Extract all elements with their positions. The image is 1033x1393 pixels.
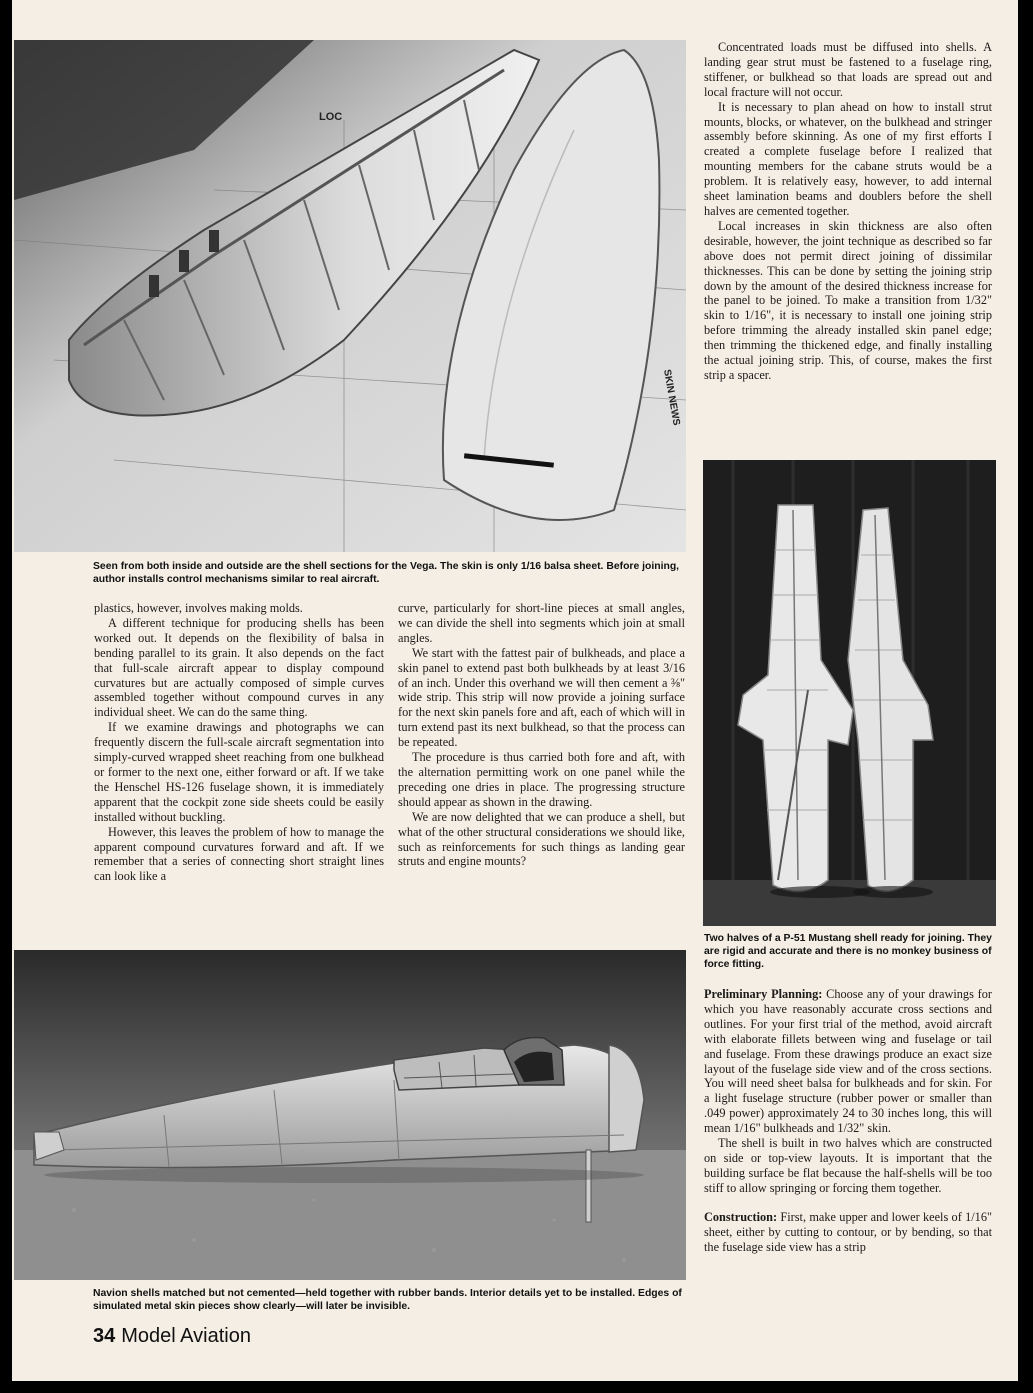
paragraph-text: Choose any of your drawings for which you have reasonably accurate cross sections and outlines. For your first trial of the method, avoid aircraft with elaborate fillets between wing and fuselage or tail and fuselage. From these drawings produce an exact size layout of the fuselage side view and of the cross sections. You will need sheet balsa for bulkheads and for skin. For a light fuselage structure (rubber power or smaller than .049 power) approximately 24 to 30 inches long, this will mean 1/16" bulkheads and 1/32" skin. [704, 987, 992, 1136]
paragraph: We start with the fattest pair of bulkheads, and place a skin panel to extend past both bulkheads by at least 3/16 of an inch. Under this overhand we will then cement a ⅜" wide strip. This strip will now provide a joining surface for the next skin panels fore and aft, each of which will in turn extend past its next bulkhead, so that the process can be repeated. [398, 645, 685, 750]
paragraph: curve, particularly for short-line pieces at small angles, we can divide the shell into segments which join at small angles. [398, 601, 685, 645]
section-heading-construction: Construction: [704, 1209, 778, 1224]
paragraph: Local increases in skin thickness are also often desirable, however, the joint technique as described so far above does not permit direct joining of dissimilar thicknesses. This can be done by setting the joining strip down by the amount of the desired thickness increase for the panel to be joined. To make a transition from 1/32" skin to 1/16", it is necessary to install one joining strip before trimming the already installed skin panel edge; then trimming the thickened edge, and finally installing the actual joining strip. This, of course, makes the first strip a spacer. [704, 218, 992, 382]
left-column-text [94, 601, 384, 884]
vega-caption: Seen from both inside and outside are the shell sections for the Vega. The skin is only 1/16 balsa sheet. Before joining, author installs control mechanisms similar to real aircraft. [93, 561, 680, 585]
paragraph-construction [704, 1210, 992, 1255]
mustang-caption: Two halves of a P-51 Mustang shell ready for joining. They are rigid and accurate and there is no monkey business of force fitting. [704, 933, 992, 970]
vega-shell-photo [14, 40, 686, 552]
paragraph: A different technique for producing shells has been worked out. It depends on the flexibility of balsa in bending parallel to its grain. It also depends on the fact that full-scale aircraft appear to display compound curvatures but are actually composed of simple curves assembled together without compound curves in any individual sheet. We can do the same thing. [94, 615, 384, 720]
paragraph: The shell is built in two halves which are constructed on side or top-view layouts. It is important that the building surface be flat because the half-shells will be too stiff to allow springing or forcing them together. [704, 1136, 992, 1195]
page-number: 34 [93, 1325, 116, 1347]
right-column-top-text [704, 40, 992, 383]
paragraph: If we examine drawings and photographs we can frequently discern the full-scale aircraft segmentation into simply-curved wrapped sheet reaching from one bulkhead or former to the next one, either forward or aft. If we take the Henschel HS-126 fuselage shown, it is immediately apparent that the cockpit zone side sheets could be easily installed without buckling. [94, 720, 384, 824]
paragraph: plastics, however, involves making molds. [94, 601, 303, 615]
mustang-shell-photo [703, 460, 996, 926]
plan-label-skin: SKIN NEWS [661, 368, 682, 427]
paragraph: The procedure is thus carried both fore and aft, with the alternation permitting work on one panel while the preceding one dries in place. The progressing structure should appear as shown in the drawing. [398, 750, 685, 809]
page-folio [93, 1325, 251, 1348]
navion-caption: Navion shells matched but not cemented—held together with rubber bands. Interior details yet to be installed. Edges of simulated metal skin pieces show clearly—will later be invisible. [93, 1288, 682, 1312]
plan-label-loc: LOC [319, 111, 343, 123]
paragraph: Concentrated loads must be diffused into shells. A landing gear strut must be fastened to a fuselage ring, stiffener, or bulkhead so that loads are spread out and local fracture will not occur. [704, 40, 992, 99]
navion-shell-photo [14, 950, 686, 1280]
right-column-bottom-text [704, 987, 992, 1254]
magazine-page [12, 0, 1018, 1381]
paragraph: It is necessary to plan ahead on how to install strut mounts, blocks, or whatever, on the bulkhead and stringer assembly before skinning. As one of my first efforts I created a complete fuselage before I realized that mounting members for the cabane struts would be a problem. It is relatively easy, however, to add internal sheet lamination beams and doublers before the shell halves are cemented together. [704, 99, 992, 218]
magazine-title: Model Aviation [121, 1325, 251, 1347]
section-heading-planning: Preliminary Planning: [704, 987, 823, 1001]
paragraph: We are now delighted that we can produce a shell, but what of the other structural considerations we should like, such as reinforcements for such things as landing gear struts and engine mounts? [398, 809, 685, 869]
paragraph: However, this leaves the problem of how to manage the apparent compound curvatures forward and aft. If we remember that a series of connecting short straight lines can look like a [94, 824, 384, 884]
paragraph-text: First, make upper and lower keels of 1/16" sheet, either by cutting to contour, or by bending, so that the fuselage side view has a strip [704, 1209, 992, 1254]
paragraph-preliminary-planning [704, 987, 992, 1136]
middle-column-text [398, 601, 685, 869]
